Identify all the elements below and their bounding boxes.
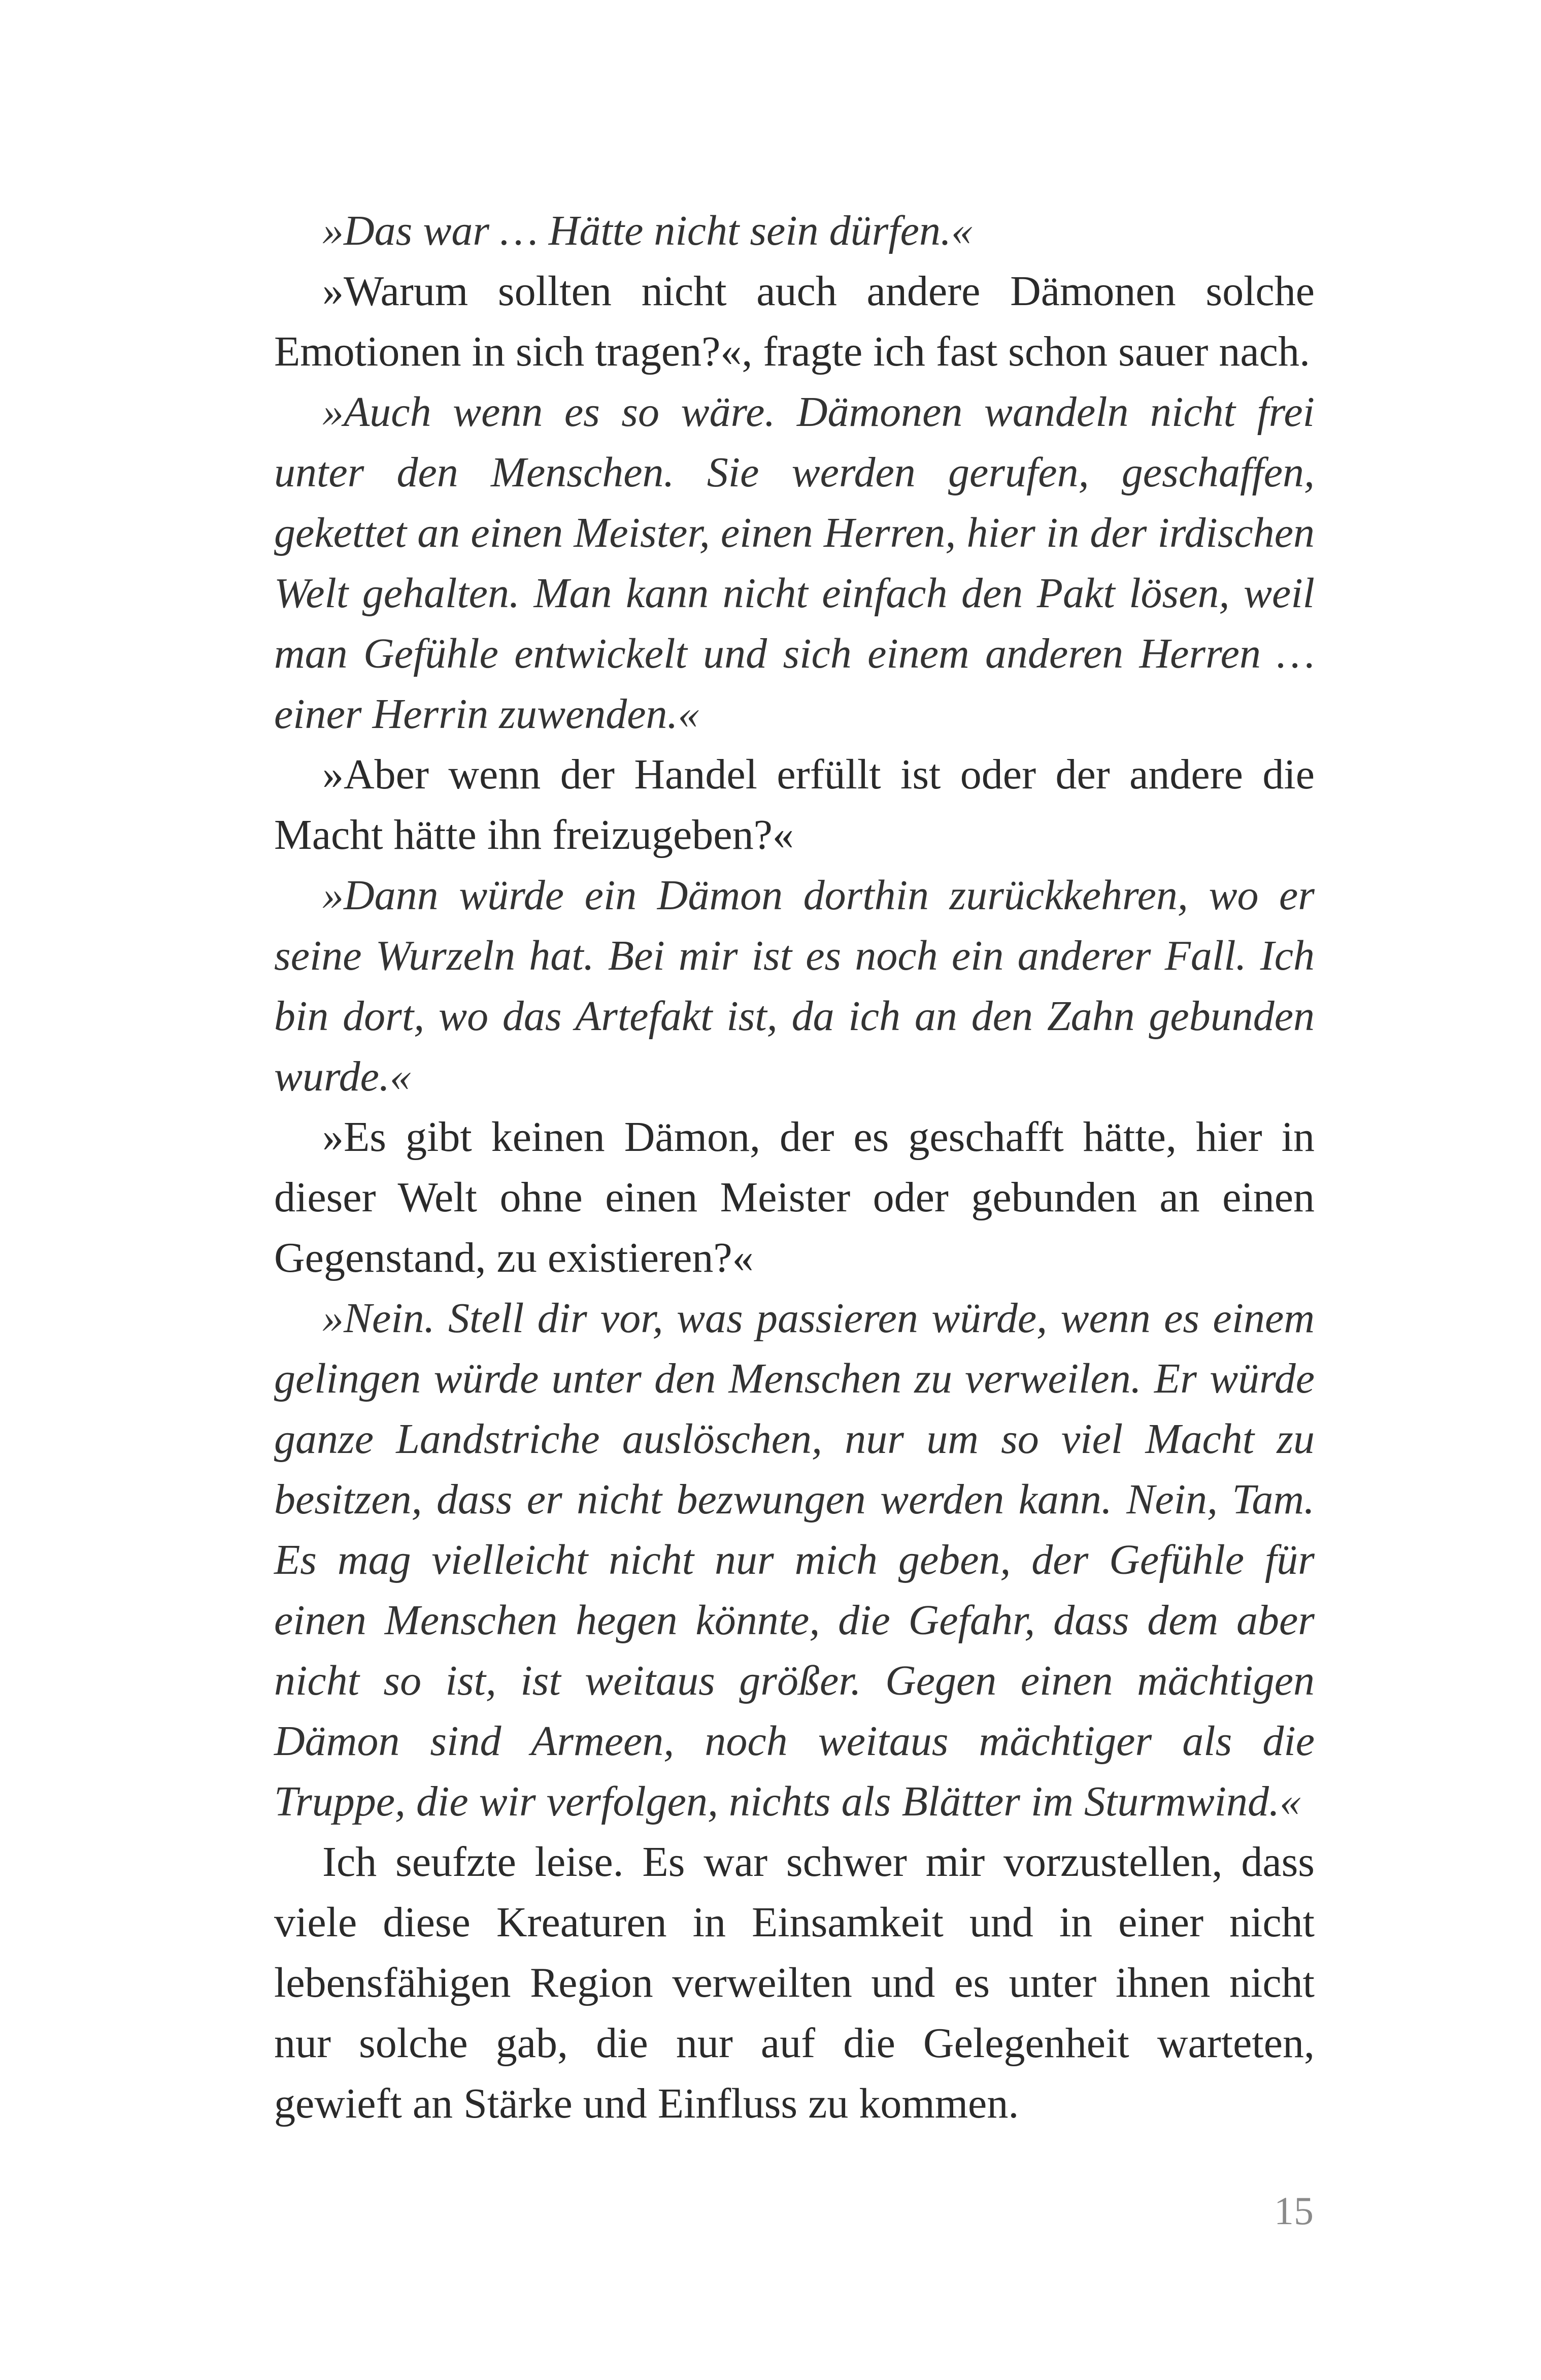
paragraph-5: »Dann würde ein Dämon dorthin zurückkehren, wo er seine Wurzeln hat. Bei mir ist es noch ein anderer Fall. Ich bin dort, wo das Artefakt ist, da ich an den Zahn gebunden wurde.« <box>274 872 1315 1100</box>
paragraph-3: »Auch wenn es so wäre. Dämonen wandeln nicht frei unter den Menschen. Sie werden gerufen, geschaffen, gekettet an einen Meister, einen Herren, hier in der irdischen Welt gehalten. Man kann nicht einfach den Pakt lösen, weil man Gefühle entwickelt und sich einem anderen Herren … einer Herrin zuwenden.« <box>274 388 1315 738</box>
paragraph-4: »Aber wenn der Handel erfüllt ist oder der andere die Macht hätte ihn freizugeben?« <box>274 751 1315 858</box>
body-text <box>274 201 1315 2134</box>
paragraph-8: Ich seufzte leise. Es war schwer mir vorzustellen, dass viele diese Kreaturen in Einsamkeit und in einer nicht lebensfähigen Region verweilten und es unter ihnen nicht nur solche gab, die nur auf die Gelegenheit warteten, gewieft an Stärke und Einfluss zu kommen. <box>274 1838 1315 2127</box>
page-number: 15 <box>1274 2189 1314 2233</box>
paragraph-6: »Es gibt keinen Dämon, der es geschafft hätte, hier in dieser Welt ohne einen Meister oder gebunden an einen Gegenstand, zu existieren?« <box>274 1113 1315 1281</box>
paragraph-1: »Das war … Hätte nicht sein dürfen.« <box>322 207 973 254</box>
paragraph-7: »Nein. Stell dir vor, was passieren würde, wenn es einem gelingen würde unter den Menschen zu verweilen. Er würde ganze Landstriche auslöschen, nur um so viel Macht zu besitzen, dass er nicht bezwungen werden kann. Nein, Tam. Es mag vielleicht nicht nur mich geben, der Gefühle für einen Menschen hegen könnte, die Gefahr, dass dem aber nicht so ist, ist weitaus größer. Gegen einen mächtigen Dämon sind Armeen, noch weitaus mächtiger als die Truppe, die wir verfolgen, nichts als Blätter im Sturmwind.« <box>274 1295 1315 1825</box>
paragraph-2: »Warum sollten nicht auch andere Dämonen solche Emotionen in sich tragen?«, fragte ich fast schon sauer nach. <box>274 268 1315 375</box>
